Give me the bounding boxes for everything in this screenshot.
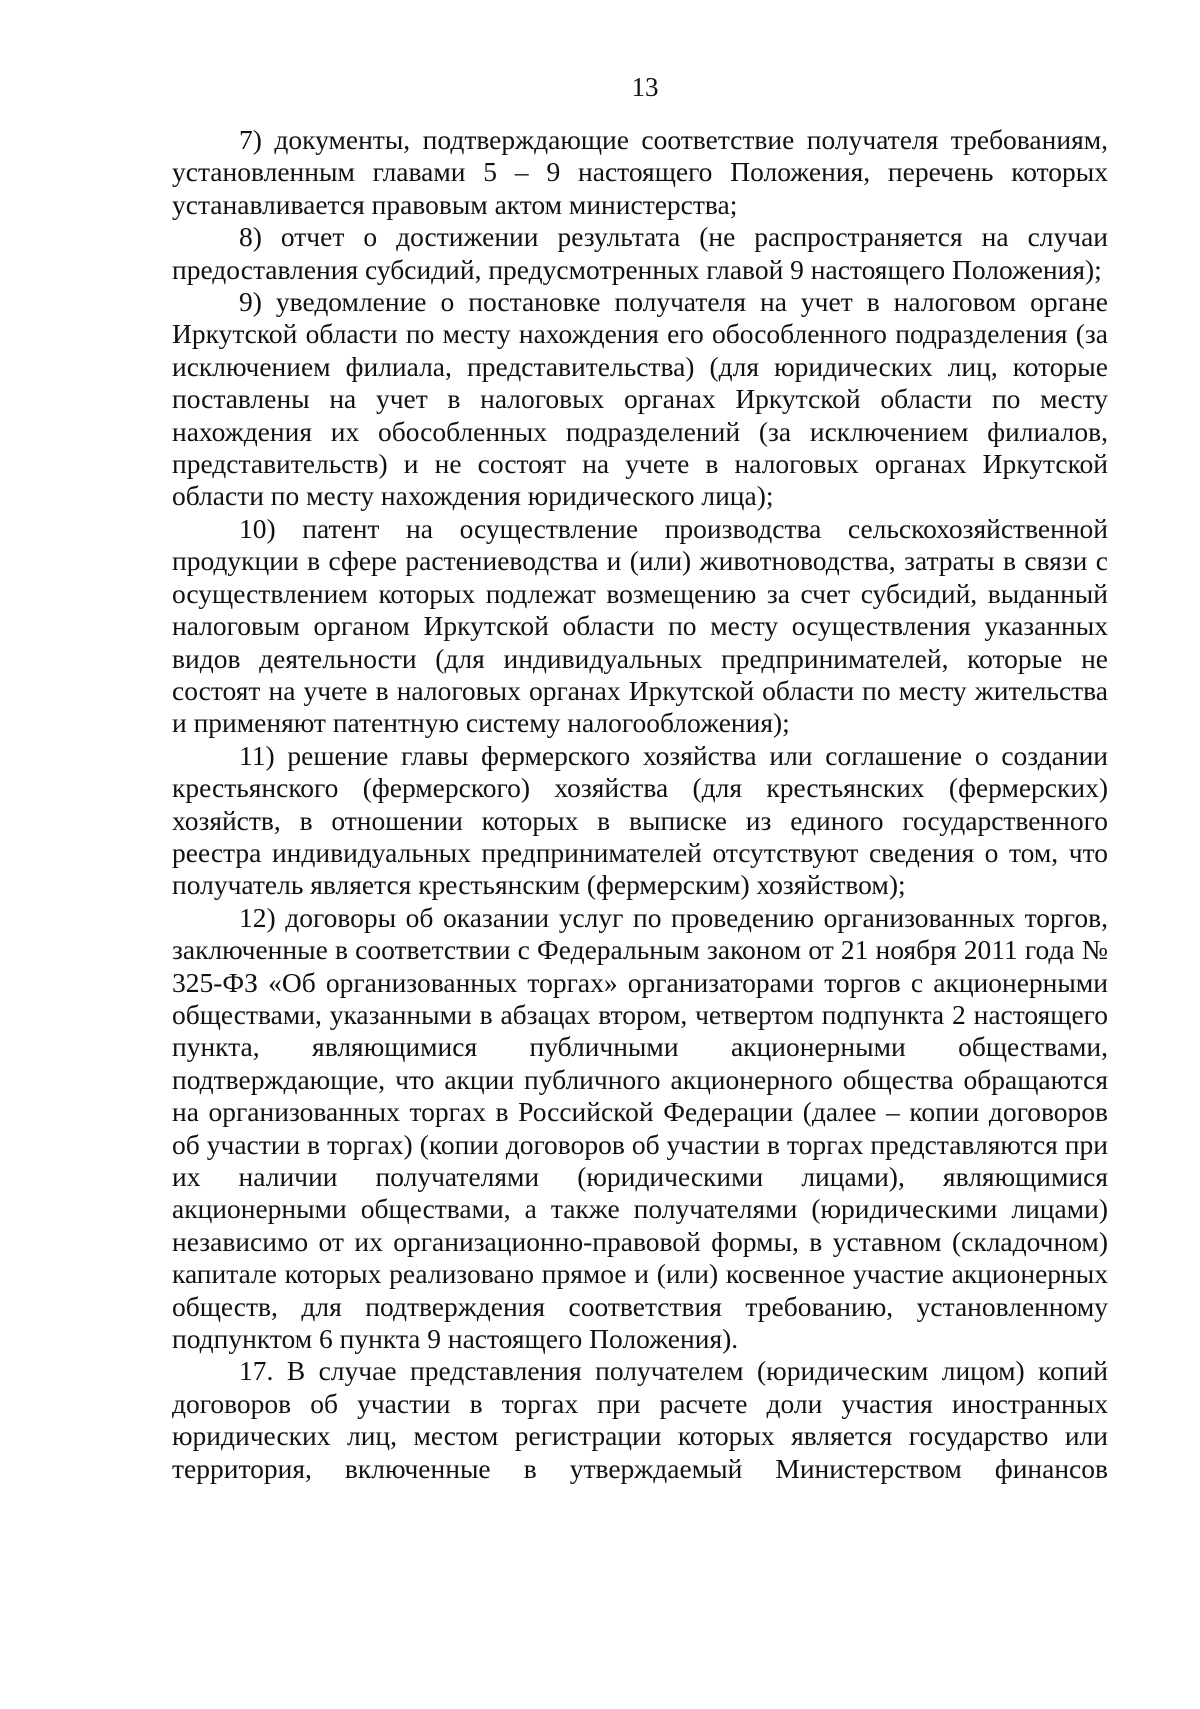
paragraph-item-12: 12) договоры об оказании услуг по проведению организованных торгов, заключенные в соответствии с Федеральным законом от 21 ноября 2011 года № 325-ФЗ «Об организованных торгах» организаторами торгов с акционерными обществами, указанными в абзацах втором, четвертом подпункта 2 настоящего пункта, являющимися публичными акционерными обществами, подтверждающие, что акции публичного акционерного общества обращаются на организованных торгах в Российской Федерации (далее – копии договоров об участии в торгах) (копии договоров об участии в торгах представляются при их наличии получателями (юридическими лицами), являющимися акционерными обществами, а также получателями (юридическими лицами) независимо от их организационно-правовой формы, в уставном (складочном) капитале которых реализовано прямое и (или) косвенное участие акционерных обществ, для подтверждения соответствия требованию, установленному подпунктом 6 пункта 9 настоящего Положения).: [172, 901, 1108, 1355]
paragraph-item-9: 9) уведомление о постановке получателя на учет в налоговом органе Иркутской области по месту нахождения его обособленного подразделения (за исключением филиала, представительства) (для юридических лиц, которые поставлены на учет в налоговых органах Иркутской области по месту нахождения их обособленных подразделений (за исключением филиалов, представительств) и не состоят на учете в налоговых органах Иркутской области по месту нахождения юридического лица);: [172, 286, 1108, 512]
document-body: [172, 124, 1108, 1485]
paragraph-item-11: 11) решение главы фермерского хозяйства или соглашение о создании крестьянского (фермерского) хозяйства (для крестьянских (фермерских) хозяйств, в отношении которых в выписке из единого государственного реестра индивидуальных предпринимателей отсутствуют сведения о том, что получатель является крестьянским (фермерским) хозяйством);: [172, 739, 1108, 901]
page-number: 13: [631, 72, 659, 102]
paragraph-item-7: 7) документы, подтверждающие соответствие получателя требованиям, установленным главами 5 – 9 настоящего Положения, перечень которых устанавливается правовым актом министерства;: [172, 124, 1108, 220]
paragraph-item-10: 10) патент на осуществление производства сельскохозяйственной продукции в сфере растениеводства и (или) животноводства, затраты в связи с осуществлением которых подлежат возмещению за счет субсидий, выданный налоговым органом Иркутской области по месту осуществления указанных видов деятельности (для индивидуальных предпринимателей, которые не состоят на учете в налоговых органах Иркутской области по месту жительства и применяют патентную систему налогообложения);: [172, 512, 1108, 739]
paragraph-point-17: 17. В случае представления получателем (юридическим лицом) копий договоров об участии в торгах при расчете доли участия иностранных юридических лиц, местом регистрации которых является государство или территория, включенные в утверждаемый Министерством финансов: [172, 1355, 1108, 1484]
paragraph-item-8: 8) отчет о достижении результата (не распространяется на случаи предоставления субсидий, предусмотренных главой 9 настоящего Положения);: [172, 221, 1108, 285]
